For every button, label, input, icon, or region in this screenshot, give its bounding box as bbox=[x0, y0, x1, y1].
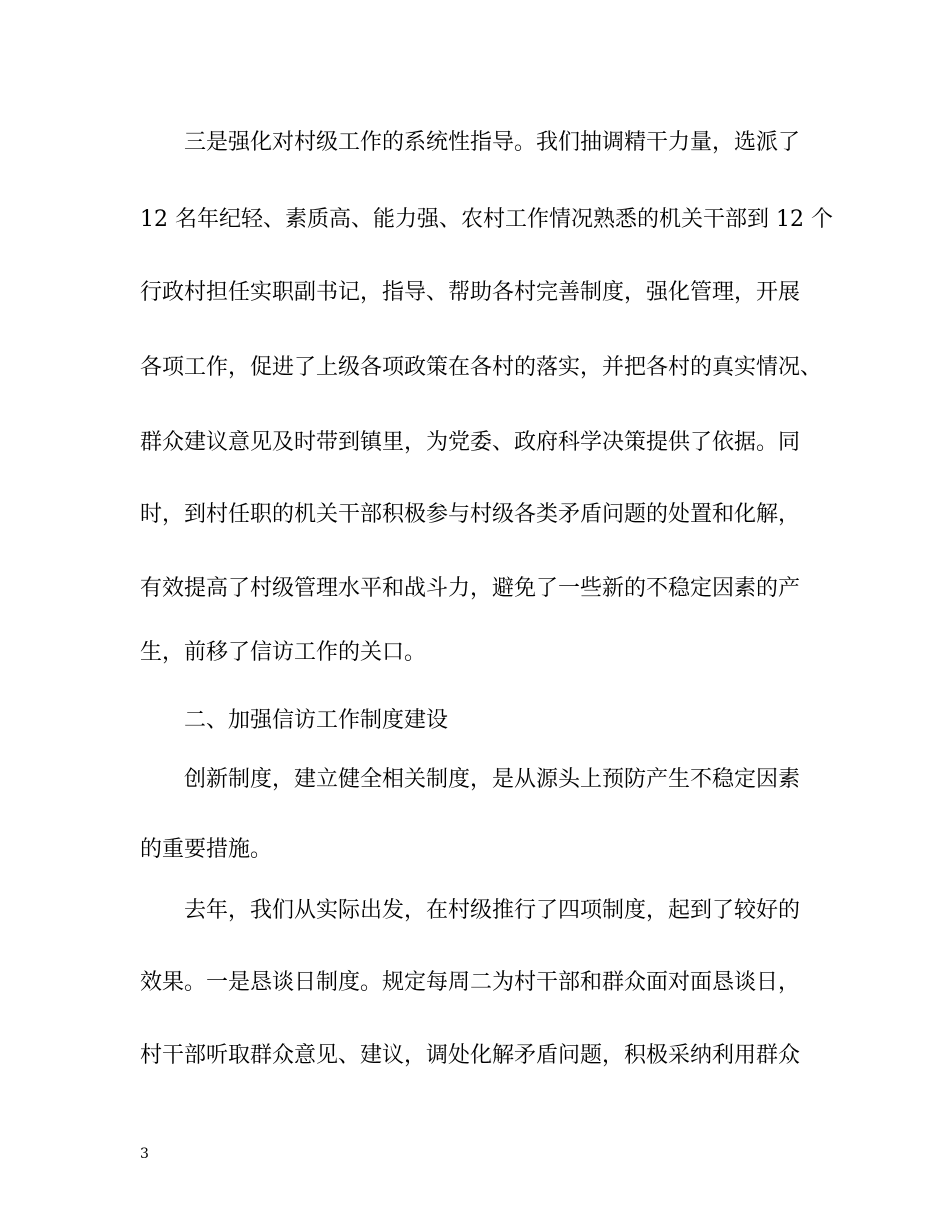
page-number: 3 bbox=[140, 1146, 149, 1162]
paragraph-line: 村干部听取群众意见、建议，调处化解矛盾问题，积极采纳利用群众 bbox=[140, 1043, 801, 1068]
paragraph-line: 行政村担任实职副书记，指导、帮助各村完善制度，强化管理，开展 bbox=[140, 280, 801, 305]
paragraph-line: 12 名年纪轻、素质高、能力强、农村工作情况熟悉的机关干部到 12 个 bbox=[140, 207, 833, 232]
paragraph-line: 群众建议意见及时带到镇里，为党委、政府科学决策提供了依据。同 bbox=[140, 430, 801, 455]
paragraph-line: 去年，我们从实际出发，在村级推行了四项制度，起到了较好的 bbox=[184, 898, 801, 923]
paragraph-line: 三是强化对村级工作的系统性指导。我们抽调精干力量，选派了 bbox=[184, 130, 801, 155]
section-heading: 二、加强信访工作制度建设 bbox=[184, 708, 449, 733]
paragraph-line: 生，前移了信访工作的关口。 bbox=[140, 640, 427, 665]
paragraph-line: 有效提高了村级管理水平和战斗力，避免了一些新的不稳定因素的产 bbox=[140, 576, 801, 601]
paragraph-line: 各项工作，促进了上级各项政策在各村的落实，并把各村的真实情况、 bbox=[140, 355, 823, 380]
paragraph-line: 时，到村任职的机关干部积极参与村级各类矛盾问题的处置和化解， bbox=[140, 502, 801, 527]
paragraph-line: 效果。一是恳谈日制度。规定每周二为村干部和群众面对面恳谈日， bbox=[140, 970, 801, 995]
paragraph-line: 的重要措施。 bbox=[140, 837, 273, 862]
paragraph-line: 创新制度，建立健全相关制度，是从源头上预防产生不稳定因素 bbox=[184, 767, 801, 792]
